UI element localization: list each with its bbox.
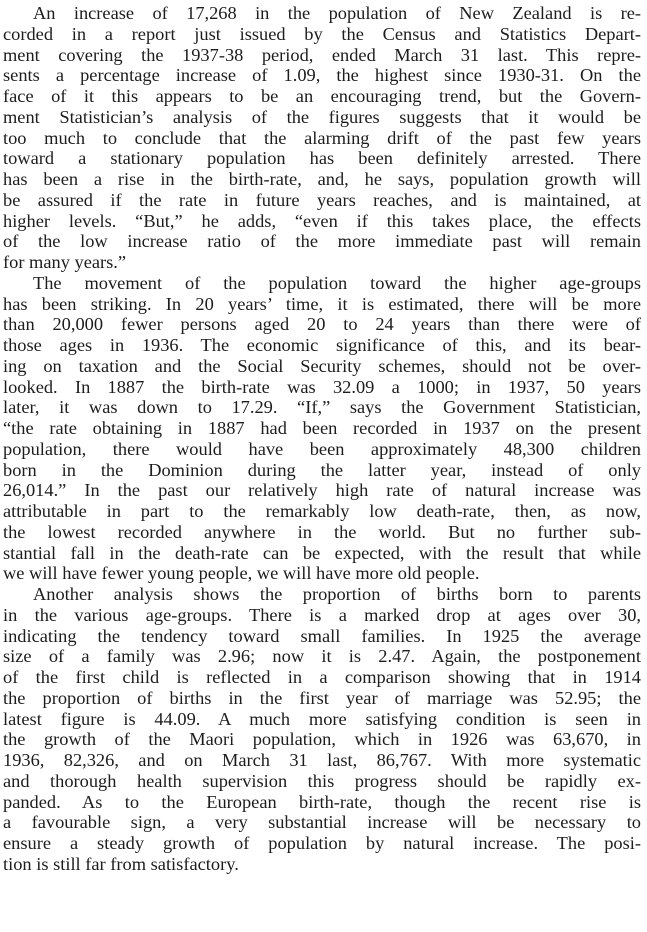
text-line: of the low increase ratio of the more immediate past will remain <box>3 231 641 252</box>
text-line: too much to conclude that the alarming drift of the past few years <box>3 127 641 148</box>
text-line: latest figure is 44.09. A much more satisfying condition is seen in <box>3 708 641 729</box>
text-line: indicating the tendency toward small families. In 1925 the average <box>3 625 641 646</box>
paragraph-population-increase <box>3 3 641 273</box>
text-line: a favourable sign, a very substantial increase will be necessary to <box>3 812 641 833</box>
text-line: An increase of 17,268 in the population of New Zealand is re- <box>33 3 641 23</box>
text-line: born in the Dominion during the latter year, instead of only <box>3 459 641 480</box>
text-line: toward a stationary population has been definitely arrested. There <box>3 148 641 169</box>
text-line: in the various age-groups. There is a marked drop at ages over 30, <box>3 604 641 625</box>
text-line: 1936, 82,326, and on March 31 last, 86,767. With more systematic <box>3 750 641 770</box>
text-line: looked. In 1887 the birth-rate was 32.09 a 1000; in 1937, 50 years <box>3 376 641 397</box>
text-line: ensure a steady growth of population by natural increase. The posi- <box>3 833 641 853</box>
text-line: corded in a report just issued by the Census and Statistics Depart- <box>3 23 641 44</box>
text-line: has been striking. In 20 years’ time, it is estimated, there will be more <box>3 293 641 314</box>
text-line: has been a rise in the birth-rate, and, he says, population growth will <box>3 169 641 189</box>
text-line: panded. As to the European birth-rate, though the recent rise is <box>3 791 641 812</box>
text-line: the growth of the Maori population, which in 1926 was 63,670, in <box>3 729 641 750</box>
text-line: we will have fewer young people, we will have more old people. <box>3 563 480 584</box>
text-line: and thorough health supervision this progress should be rapidly ex- <box>3 770 641 791</box>
text-line: of the first child is reflected in a comparison showing that in 1914 <box>3 667 641 687</box>
text-line: sents a percentage increase of 1.09, the highest since 1930-31. On the <box>3 65 641 86</box>
text-line: ment Statistician’s analysis of the figures suggests that it would be <box>3 106 641 127</box>
text-line: population, there would have been approximately 48,300 children <box>3 438 641 459</box>
text-line: attributable in part to the remarkably low death-rate, then, as now, <box>3 501 641 521</box>
text-line: ment covering the 1937-38 period, ended March 31 last. This repre- <box>3 44 641 65</box>
text-line: tion is still far from satisfactory. <box>3 853 239 874</box>
text-line: The movement of the population toward the higher age-groups <box>33 272 641 293</box>
text-line: the proportion of births in the first year of marriage was 52.95; the <box>3 687 641 708</box>
text-line: 26,014.” In the past our relatively high rate of natural increase was <box>3 480 641 501</box>
text-line: size of a family was 2.96; now it is 2.47. Again, the postponement <box>3 646 641 667</box>
text-line: stantial fall in the death-rate can be expected, with the result that while <box>3 542 641 563</box>
text-line: Another analysis shows the proportion of births born to parents <box>33 584 641 604</box>
text-line: the lowest recorded anywhere in the world. But no further sub- <box>3 521 641 542</box>
text-line: be assured if the rate in future years reaches, and is maintained, at <box>3 189 641 210</box>
text-line: later, it was down to 17.29. “If,” says the Government Statistician, <box>3 397 641 418</box>
text-line: for many years.” <box>3 252 127 272</box>
text-line: than 20,000 fewer persons aged 20 to 24 years than there were of <box>3 314 641 335</box>
paragraph-age-groups <box>3 273 641 584</box>
text-line: “the rate obtaining in 1887 had been recorded in 1937 on the present <box>3 418 641 438</box>
paragraph-births-analysis <box>3 584 641 875</box>
article-body <box>3 3 641 875</box>
text-line: ing on taxation and the Social Security schemes, should not be over- <box>3 355 641 376</box>
text-line: face of it this appears to be an encouraging trend, but the Govern- <box>3 86 641 106</box>
text-line: higher levels. “But,” he adds, “even if this takes place, the effects <box>3 210 641 231</box>
text-line: those ages in 1936. The economic significance of this, and its bear- <box>3 335 641 355</box>
